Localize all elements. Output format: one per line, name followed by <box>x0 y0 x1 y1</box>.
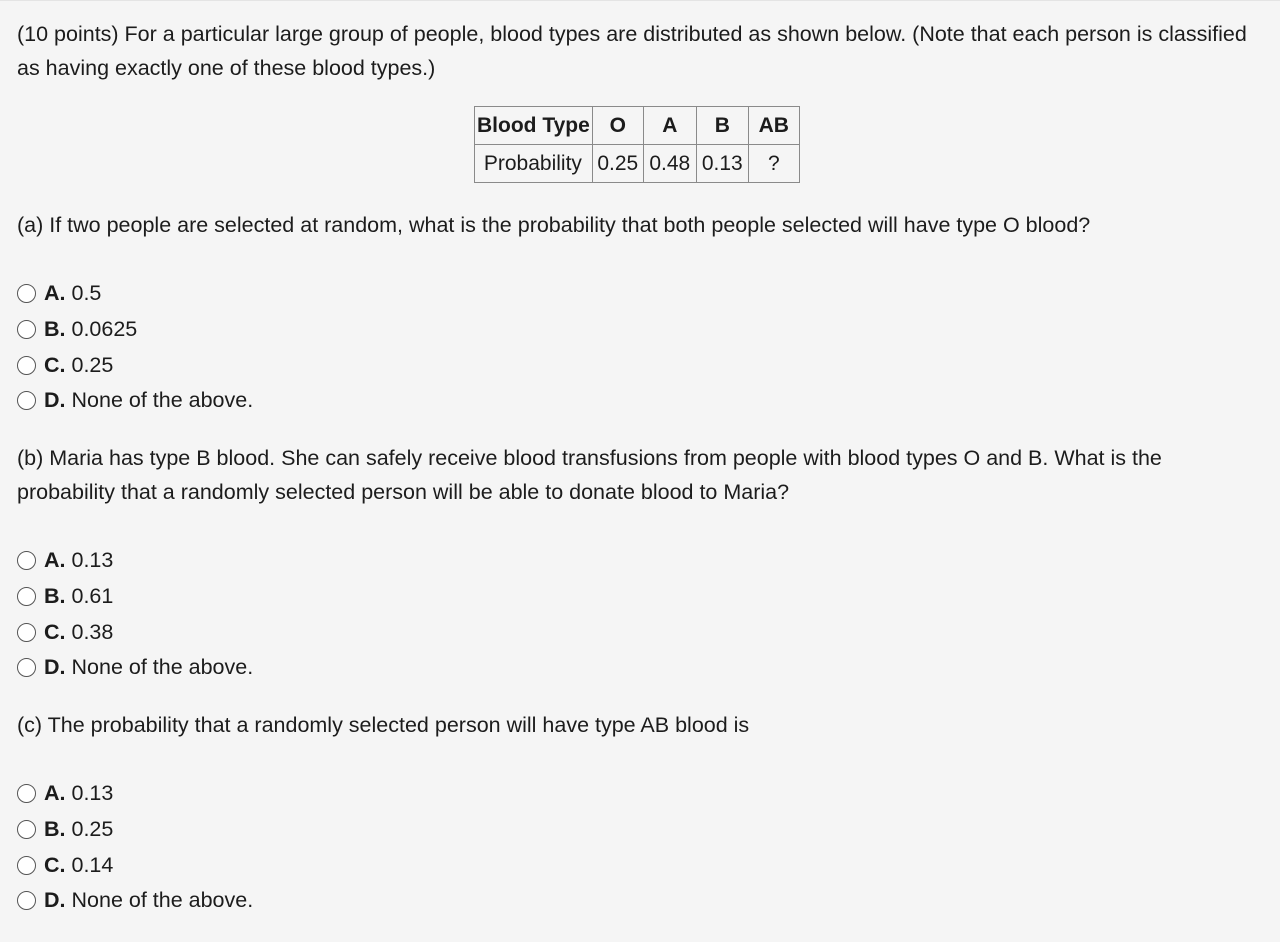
option-letter: C. <box>44 619 66 644</box>
option-letter: A. <box>44 781 66 806</box>
option-b-B[interactable] <box>17 579 253 615</box>
option-c-C[interactable] <box>17 847 253 883</box>
option-b-D[interactable] <box>17 650 253 686</box>
question-b-prompt: (b) Maria has type B blood. She can safely receive blood transfusions from people with blood types O and B. What is the probability that a randomly selected person will be able to donate blood to Maria? <box>17 446 1162 504</box>
table-header-cell: B <box>696 107 748 145</box>
table-header-cell: A <box>643 107 696 145</box>
blood-type-table <box>474 106 800 183</box>
option-letter: C. <box>44 352 66 377</box>
option-c-D[interactable] <box>17 883 253 919</box>
option-text: 0.5 <box>71 281 102 306</box>
option-b-C[interactable] <box>17 614 253 650</box>
option-letter: B. <box>44 817 66 842</box>
option-letter: D. <box>44 655 66 680</box>
radio-button[interactable] <box>17 784 36 803</box>
option-letter: D. <box>44 388 66 413</box>
option-text: 0.0625 <box>71 317 138 342</box>
option-b-A[interactable] <box>17 543 253 579</box>
radio-button[interactable] <box>17 891 36 910</box>
table-cell: ? <box>748 145 799 183</box>
option-text: None of the above. <box>71 888 254 913</box>
option-a-C[interactable] <box>17 347 253 383</box>
radio-button[interactable] <box>17 587 36 606</box>
table-header-row <box>475 107 800 145</box>
radio-button[interactable] <box>17 820 36 839</box>
option-text: 0.14 <box>71 852 114 877</box>
question-a-options <box>17 276 253 419</box>
question-a-prompt: (a) If two people are selected at random, what is the probability that both people selected will have type O blood? <box>17 213 1091 237</box>
table-cell: Probability <box>475 145 593 183</box>
question-b-options <box>17 543 253 686</box>
blood-type-table-wrapper <box>474 106 800 183</box>
option-a-B[interactable] <box>17 312 253 348</box>
option-text: 0.25 <box>71 817 114 842</box>
table-cell: 0.25 <box>592 145 643 183</box>
table-header-cell: AB <box>748 107 799 145</box>
option-text: 0.25 <box>71 352 114 377</box>
question-c-prompt: (c) The probability that a randomly selected person will have type AB blood is <box>17 713 750 737</box>
radio-button[interactable] <box>17 658 36 677</box>
radio-button[interactable] <box>17 551 36 570</box>
option-a-D[interactable] <box>17 383 253 419</box>
option-letter: B. <box>44 317 66 342</box>
option-c-A[interactable] <box>17 776 253 812</box>
option-letter: A. <box>44 548 66 573</box>
option-letter: A. <box>44 281 66 306</box>
option-a-A[interactable] <box>17 276 253 312</box>
table-row <box>475 145 800 183</box>
table-cell: 0.48 <box>643 145 696 183</box>
option-text: None of the above. <box>71 388 254 413</box>
table-header-cell: O <box>592 107 643 145</box>
radio-button[interactable] <box>17 356 36 375</box>
option-letter: D. <box>44 888 66 913</box>
table-cell: 0.13 <box>696 145 748 183</box>
radio-button[interactable] <box>17 856 36 875</box>
option-text: 0.38 <box>71 619 114 644</box>
option-text: 0.13 <box>71 548 114 573</box>
radio-button[interactable] <box>17 391 36 410</box>
option-text: 0.13 <box>71 781 114 806</box>
table-header-cell: Blood Type <box>475 107 593 145</box>
option-text: None of the above. <box>71 655 254 680</box>
radio-button[interactable] <box>17 284 36 303</box>
radio-button[interactable] <box>17 623 36 642</box>
option-letter: C. <box>44 852 66 877</box>
radio-button[interactable] <box>17 320 36 339</box>
option-letter: B. <box>44 584 66 609</box>
option-c-B[interactable] <box>17 812 253 848</box>
question-c-options <box>17 776 253 919</box>
option-text: 0.61 <box>71 584 114 609</box>
problem-intro: (10 points) For a particular large group of people, blood types are distributed as shown below. (Note that each person is classified as having exactly one of these blood types.) <box>17 22 1247 80</box>
